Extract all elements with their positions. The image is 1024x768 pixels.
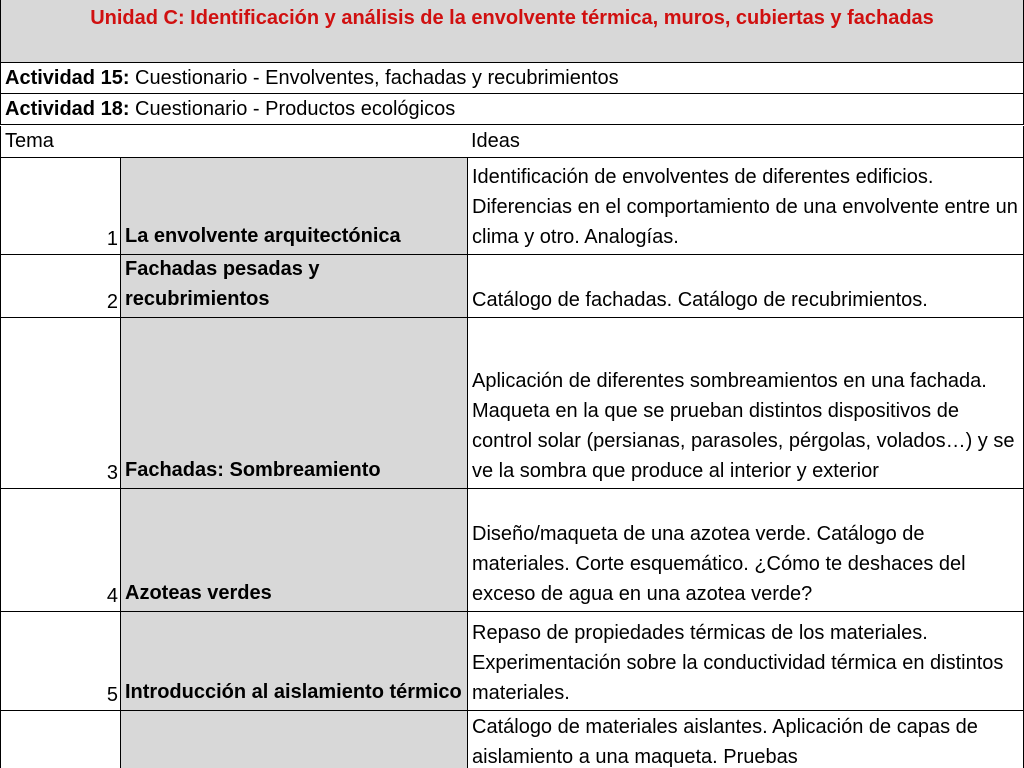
- activity-text: [5, 66, 619, 90]
- ideas-cell: [467, 318, 1023, 488]
- activity-description: Cuestionario - Productos ecológicos: [129, 98, 456, 120]
- table-row: [0, 318, 1024, 489]
- column-header-ideas: Ideas: [471, 130, 520, 152]
- row-number: 2: [106, 291, 118, 313]
- tema-cell: [121, 255, 467, 317]
- row-number: 3: [106, 462, 118, 484]
- row-number: 1: [106, 228, 118, 250]
- ideas-cell: [467, 612, 1023, 710]
- ideas-cell: [467, 158, 1023, 254]
- activity-label: Actividad 15:: [5, 67, 130, 89]
- ideas-text: Repaso de propiedades térmicas de los materiales. Experimentación sobre la conductividad térmica en distintos materiales.: [472, 622, 1004, 704]
- ideas-text: Catálogo de fachadas. Catálogo de recubrimientos.: [472, 289, 928, 311]
- column-header-tema: Tema: [5, 130, 54, 152]
- tema-cell: [121, 158, 467, 254]
- table-row: [0, 489, 1024, 612]
- tema-text: Azoteas verdes: [125, 582, 272, 604]
- row-number-cell: [1, 255, 121, 317]
- tema-cell: [121, 489, 467, 611]
- table-row: [0, 255, 1024, 318]
- tema-text: Introducción al aislamiento térmico: [125, 681, 462, 703]
- ideas-text: Diseño/maqueta de una azotea verde. Catálogo de materiales. Corte esquemático. ¿Cómo te deshaces del exceso de agua en una azotea verde?: [472, 523, 966, 605]
- table-row: [0, 612, 1024, 711]
- ideas-text: Catálogo de materiales aislantes. Aplicación de capas de aislamiento a una maqueta. Pruebas: [472, 716, 978, 768]
- activity-label: Actividad 18:: [5, 98, 130, 120]
- row-number-cell: [1, 612, 121, 710]
- row-number-cell: [1, 318, 121, 488]
- ideas-cell: [467, 489, 1023, 611]
- row-number-cell: [1, 158, 121, 254]
- ideas-cell: [467, 255, 1023, 317]
- tema-text: Fachadas: Sombreamiento: [125, 459, 381, 481]
- unit-title: Unidad C: Identificación y análisis de la envolvente térmica, muros, cubiertas y fachadas: [90, 7, 934, 29]
- tema-cell: [121, 612, 467, 710]
- unit-header: [0, 0, 1024, 63]
- column-header-row: [0, 126, 1024, 158]
- tema-cell: [121, 318, 467, 488]
- row-number: 5: [106, 684, 118, 706]
- tema-cell: [121, 711, 467, 768]
- row-number: 4: [106, 585, 118, 607]
- activity-row: [0, 63, 1024, 94]
- table-row: [0, 711, 1024, 768]
- ideas-text: Identificación de envolventes de diferentes edificios. Diferencias en el comportamiento de una envolvente entre un clima y otro. Analogías.: [472, 166, 1018, 248]
- activity-description: Cuestionario - Envolventes, fachadas y recubrimientos: [129, 67, 619, 89]
- ideas-text: Aplicación de diferentes sombreamientos en una fachada. Maqueta en la que se prueban distintos dispositivos de control solar (persianas, parasoles, pérgolas, volados…) y se ve la sombra que produce al interior y exterior: [472, 370, 1015, 482]
- row-number-cell: [1, 711, 121, 768]
- tema-text: La envolvente arquitectónica: [125, 225, 401, 247]
- ideas-cell: [467, 711, 1023, 768]
- tema-text: Fachadas pesadas y recubrimientos: [125, 258, 320, 310]
- table-row: [0, 158, 1024, 255]
- activity-row: [0, 94, 1024, 125]
- row-number-cell: [1, 489, 121, 611]
- activity-text: [5, 97, 455, 121]
